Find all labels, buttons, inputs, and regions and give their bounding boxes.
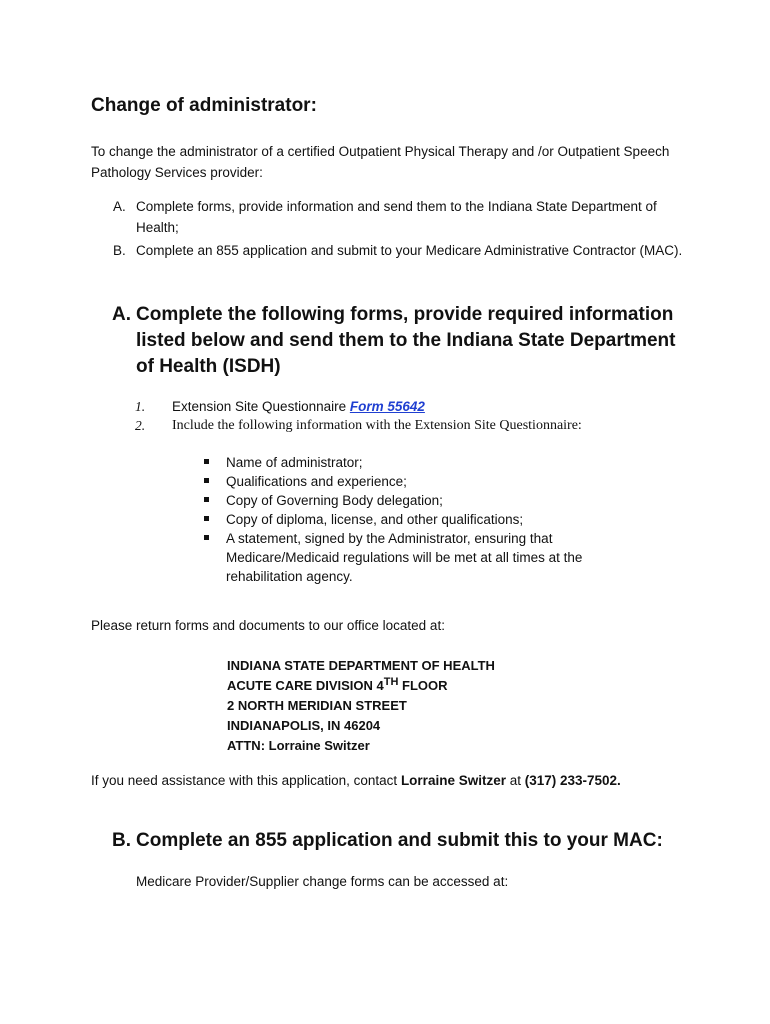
step-text: Complete an 855 application and submit to your Medicare Administrative Contractor (MAC). [136, 243, 683, 258]
step-marker: B. [113, 243, 126, 258]
list-item-text [172, 397, 425, 416]
step-item-b [113, 240, 683, 261]
section-b-heading [112, 830, 663, 852]
section-a-heading [112, 302, 692, 380]
address-line: ATTN: Lorraine Switzer [227, 738, 370, 753]
list-item-text: Include the following information with the Extension Site Questionnaire: [172, 418, 582, 433]
section-a-marker: A. [112, 304, 131, 325]
bullet-text: Name of administrator; [226, 455, 363, 470]
list-item [203, 453, 643, 472]
square-bullet-icon [203, 510, 226, 529]
list-item [203, 491, 643, 510]
list-number: 2. [135, 418, 146, 433]
mailing-address [227, 656, 495, 756]
square-bullet-icon [203, 529, 226, 586]
page-title: Change of administrator: [91, 95, 317, 116]
contact-phone: (317) 233-7502. [524, 773, 621, 788]
section-b-marker: B. [112, 830, 131, 851]
list-item [203, 472, 643, 491]
bullet-text: Copy of diploma, license, and other qualifications; [226, 512, 524, 527]
list-item [203, 510, 643, 529]
list-item-label: Extension Site Questionnaire [172, 399, 350, 414]
step-marker: A. [113, 199, 126, 214]
list-item-questionnaire [135, 397, 695, 416]
section-b-heading-text: Complete an 855 application and submit this to your MAC: [136, 830, 663, 851]
list-number: 1. [135, 399, 146, 414]
address-line: INDIANA STATE DEPARTMENT OF HEALTH [227, 658, 495, 673]
assist-text: If you need assistance with this application, contact [91, 773, 401, 788]
step-text: Complete forms, provide information and send them to the Indiana State Department of Health; [136, 199, 657, 235]
list-item-include-info [135, 416, 695, 435]
step-item-a [113, 196, 683, 238]
bullet-text: Copy of Governing Body delegation; [226, 493, 443, 508]
address-line: 2 NORTH MERIDIAN STREET [227, 698, 407, 713]
address-line: INDIANAPOLIS, IN 46204 [227, 718, 381, 733]
assist-text: at [505, 773, 525, 788]
assistance-note [91, 773, 621, 788]
address-division: ACUTE CARE DIVISION 4 [227, 678, 384, 693]
bullet-text: Qualifications and experience; [226, 474, 407, 489]
requirements-list [203, 453, 643, 586]
section-a-heading-text: Complete the following forms, provide required information listed below and send them to the Indiana State Department of Health (ISDH) [136, 304, 676, 377]
steps-list [113, 196, 683, 263]
address-line [227, 676, 495, 696]
contact-name: Lorraine Switzer [400, 773, 506, 788]
square-bullet-icon [203, 472, 226, 491]
numbered-list [135, 397, 695, 435]
return-note: Please return forms and documents to our office located at: [91, 618, 445, 633]
form-55642-link[interactable]: Form 55642 [349, 399, 425, 414]
square-bullet-icon [203, 453, 226, 472]
bullet-text: A statement, signed by the Administrator, ensuring that Medicare/Medicaid regulations will be met at all times at the rehabilitation agency. [226, 531, 583, 584]
list-item [203, 529, 643, 586]
floor-suffix: TH [383, 676, 399, 688]
mac-forms-note: Medicare Provider/Supplier change forms can be accessed at: [136, 874, 509, 889]
intro-paragraph: To change the administrator of a certified Outpatient Physical Therapy and /or Outpatient Speech Pathology Services provider: [91, 144, 670, 180]
square-bullet-icon [203, 491, 226, 510]
address-floor: FLOOR [398, 678, 448, 693]
